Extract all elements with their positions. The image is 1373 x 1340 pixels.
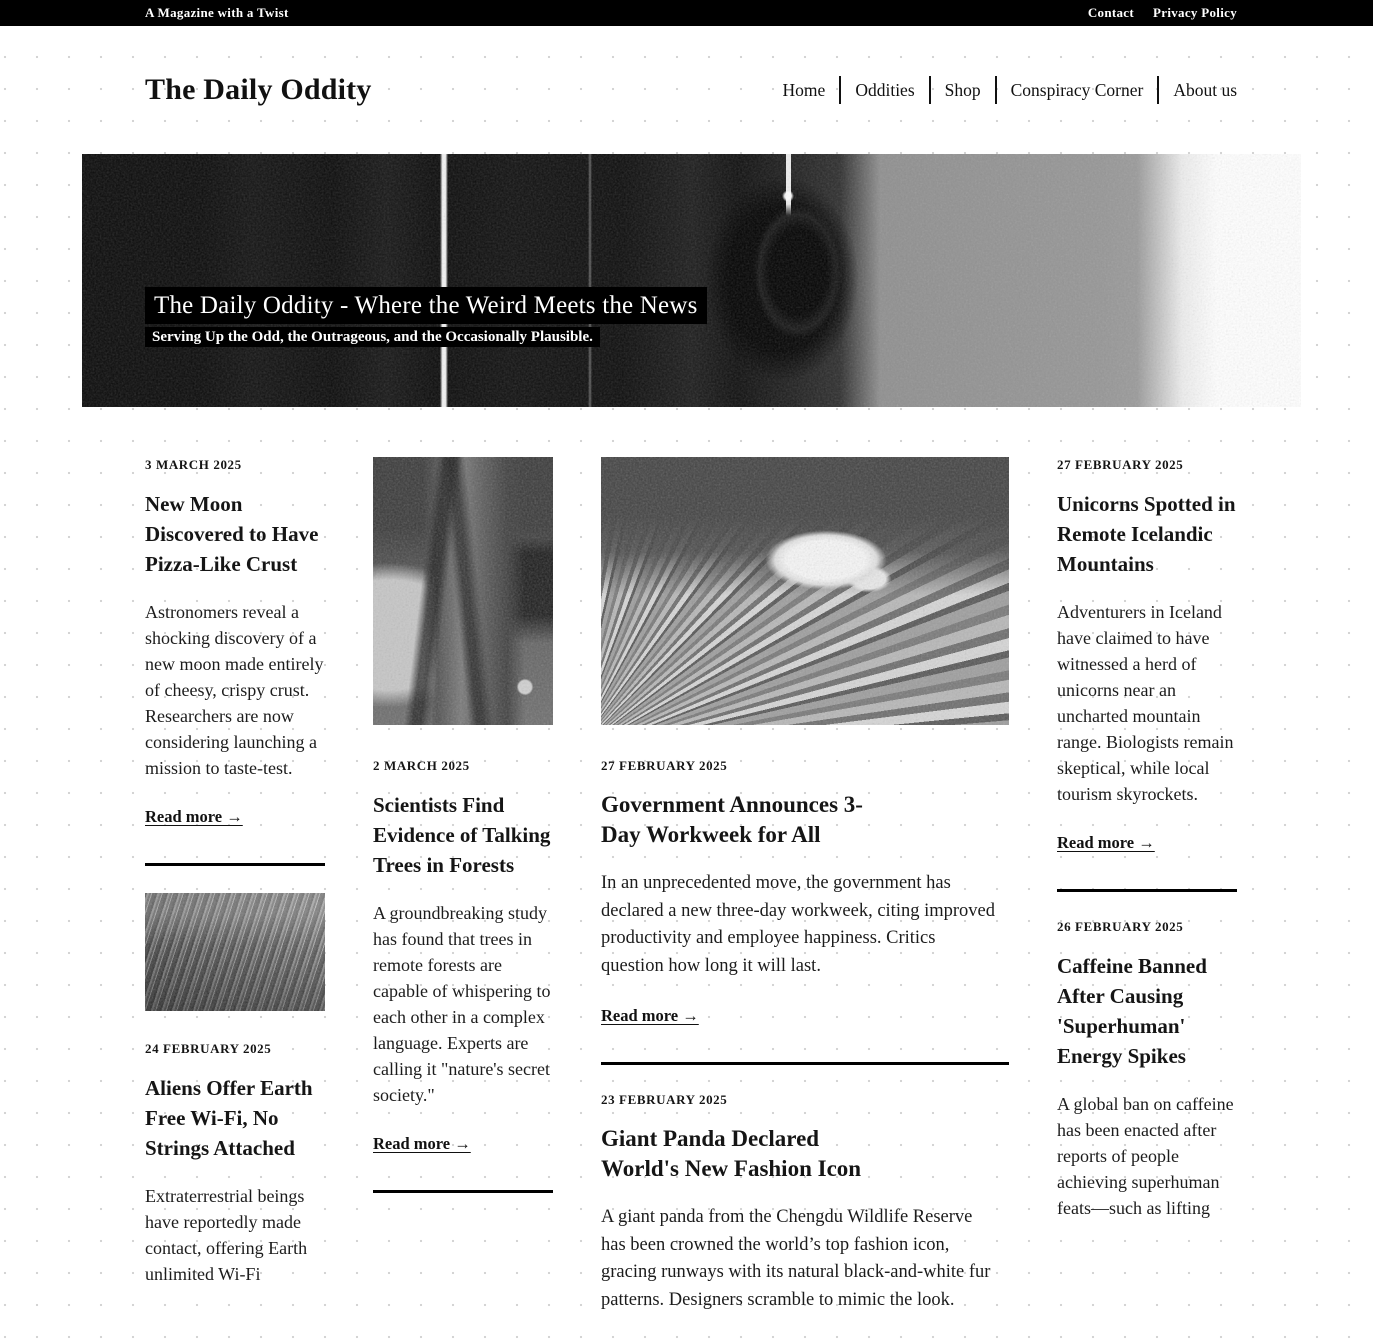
photo-grain <box>145 893 325 1011</box>
nav-about-us[interactable]: About us <box>1157 76 1237 104</box>
article-column-4 <box>1057 457 1237 1247</box>
cat-photo <box>601 457 1009 725</box>
nav-oddities[interactable]: Oddities <box>839 76 928 104</box>
article-grid <box>145 457 1237 1340</box>
privacy-policy-link[interactable]: Privacy Policy <box>1153 5 1237 20</box>
tree-photo <box>373 457 553 725</box>
article-date: 27 FEBRUARY 2025 <box>1057 457 1184 472</box>
article-date: 2 MARCH 2025 <box>373 758 470 773</box>
article-divider <box>145 863 325 866</box>
article-panda <box>601 1092 1009 1314</box>
main-nav <box>783 76 1237 104</box>
article-talking-trees <box>373 457 553 1193</box>
site-tagline: A Magazine with a Twist <box>145 5 289 20</box>
article-excerpt: In an unprecedented move, the government has declared a new three-day workweek, citing improved productivity and employee happiness. Critics question how long it will last. <box>601 873 995 976</box>
article-caffeine <box>1057 919 1237 1221</box>
read-more-link[interactable]: Read more → <box>145 807 243 826</box>
article-aliens-wifi <box>145 893 325 1287</box>
article-title: Government Announces 3-Day Workweek for All <box>601 792 863 847</box>
nav-home[interactable]: Home <box>782 80 826 100</box>
nav-conspiracy-corner[interactable]: Conspiracy Corner <box>995 76 1158 104</box>
article-date: 23 FEBRUARY 2025 <box>601 1092 728 1107</box>
article-title: New Moon Discovered to Have Pizza-Like Crust <box>145 492 319 576</box>
topbar-nav <box>1088 5 1237 21</box>
article-excerpt: A giant panda from the Chengdu Wildlife Reserve has been crowned the world’s top fashion icon, gracing runways with its natural black-and-white fur patterns. Designers scramble to mimic the look. <box>601 1207 991 1310</box>
article-unicorns <box>1057 457 1237 892</box>
hero-text-block <box>145 287 707 347</box>
contact-link[interactable]: Contact <box>1087 5 1135 20</box>
fur-photo <box>145 893 325 1011</box>
hero-subtitle: Serving Up the Odd, the Outrageous, and the Occasionally Plausible. <box>145 327 600 347</box>
photo-grain <box>601 457 1009 725</box>
article-date: 27 FEBRUARY 2025 <box>601 758 728 773</box>
site-header <box>0 26 1373 154</box>
article-title: Caffeine Banned After Causing 'Superhuman' Energy Spikes <box>1057 954 1207 1068</box>
article-excerpt: Extraterrestrial beings have reportedly made contact, offering Earth unlimited Wi-Fi <box>145 1186 308 1284</box>
read-more-link[interactable]: Read more → <box>1057 833 1155 852</box>
article-divider <box>373 1190 553 1193</box>
article-title: Aliens Offer Earth Free Wi-Fi, No Strings Attached <box>145 1076 313 1160</box>
nav-shop[interactable]: Shop <box>929 76 995 104</box>
article-date: 24 FEBRUARY 2025 <box>145 1041 272 1056</box>
article-excerpt: Adventurers in Iceland have claimed to have witnessed a herd of unicorns near an uncharted mountain range. Biologists remain skeptical, while local tourism skyrockets. <box>1057 602 1234 804</box>
site-title[interactable]: The Daily Oddity <box>145 73 372 106</box>
article-title: Giant Panda Declared World's New Fashion Icon <box>601 1126 862 1181</box>
photo-grain <box>373 457 553 725</box>
article-column-1 <box>145 457 325 1313</box>
article-date: 26 FEBRUARY 2025 <box>1057 919 1184 934</box>
read-more-link[interactable]: Read more → <box>373 1134 471 1153</box>
article-title: Scientists Find Evidence of Talking Trees in Forests <box>373 793 551 877</box>
article-date: 3 MARCH 2025 <box>145 457 242 472</box>
hero-title: The Daily Oddity - Where the Weird Meets the News <box>145 287 707 324</box>
article-column-2 <box>373 457 553 1220</box>
article-excerpt: A groundbreaking study has found that trees in remote forests are capable of whispering to each other in a complex language. Experts are calling it "nature's secret society." <box>373 903 551 1105</box>
hero-banner <box>82 154 1301 407</box>
article-divider <box>601 1062 1009 1065</box>
article-excerpt: Astronomers reveal a shocking discovery of a new moon made entirely of cheesy, crispy crust. Researchers are now considering launching a mission to taste-test. <box>145 602 324 778</box>
article-title: Unicorns Spotted in Remote Icelandic Mountains <box>1057 492 1236 576</box>
hero-photo-grain <box>82 154 1301 407</box>
article-excerpt: A global ban on caffeine has been enacted after reports of people achieving superhuman feats—such as lifting <box>1057 1094 1234 1218</box>
top-bar <box>0 0 1373 26</box>
article-column-3 <box>601 457 1009 1340</box>
read-more-link[interactable]: Read more → <box>601 1006 699 1025</box>
article-workweek <box>601 457 1009 1065</box>
article-new-moon <box>145 457 325 866</box>
article-divider <box>1057 889 1237 892</box>
